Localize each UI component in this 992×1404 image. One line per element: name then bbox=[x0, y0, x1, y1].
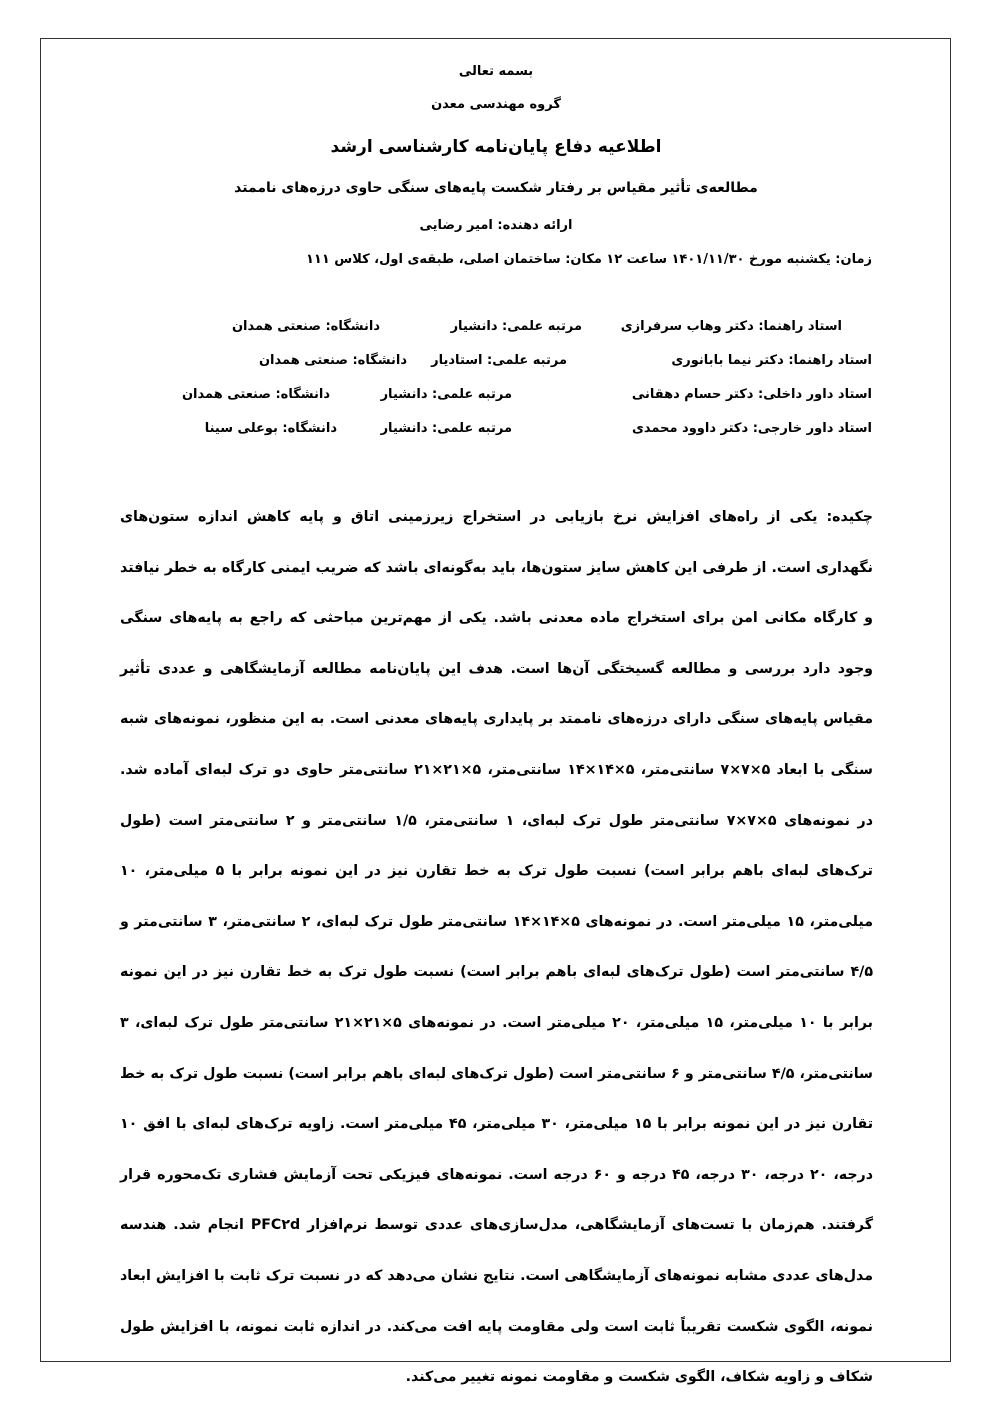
committee-rank: مرتبه علمی: دانشیار bbox=[380, 387, 512, 402]
committee-rank: مرتبه علمی: دانشیار bbox=[380, 421, 512, 436]
committee-rank: مرتبه علمی: دانشیار bbox=[450, 319, 582, 334]
committee-name: استاد داور داخلی: دکتر حسام دهقانی bbox=[631, 387, 872, 402]
defense-place: مکان: ساختمان اصلی، طبقه‌ی اول، کلاس ۱۱۱ bbox=[305, 252, 602, 267]
committee-university: دانشگاه: صنعتی همدان bbox=[181, 387, 330, 402]
committee-university: دانشگاه: صنعتی همدان bbox=[231, 319, 380, 334]
committee-rank: مرتبه علمی: استادیار bbox=[431, 353, 567, 368]
defense-time: زمان: یکشنبه مورخ ۱۴۰۱/۱۱/۳۰ ساعت ۱۲ bbox=[606, 252, 872, 267]
basmala: بسمه تعالی bbox=[458, 64, 534, 79]
committee-university: دانشگاه: بوعلی سینا bbox=[204, 421, 337, 436]
page-title: اطلاعیه دفاع پایان‌نامه کارشناسی ارشد bbox=[330, 137, 662, 157]
department: گروه مهندسی معدن bbox=[431, 97, 561, 112]
committee-university: دانشگاه: صنعتی همدان bbox=[258, 353, 407, 368]
thesis-title: مطالعه‌ی تأثیر مقیاس بر رفتار شکست پایه‌های سنگی حاوی درزه‌های ناممتد bbox=[234, 180, 758, 196]
abstract: چکیده: یکی از راه‌های افزایش نرخ بازیابی در استخراج زیرزمینی اتاق و پایه کاهش اندازه ستون‌های نگهداری است. از طرفی این کاهش سایز ستون‌ها، باید به‌گونه‌ای باشد که ضریب ایمنی کارگاه به خطر نیافتد و کارگاه مکانی امن برای استخراج ماده معدنی باشد. یکی از مهم‌ترین مباحثی که راجع به پایه‌های سنگی وجود دارد بررسی و مطالعه گسیختگی آن‌ها است. هدف این پایان‌نامه مطالعه آزمایشگاهی و عددی تأثیر مقیاس پایه‌های سنگی دارای درزه‌های ناممتد بر پایداری پایه‌های معدنی است. به این منظور، نمونه‌های شبه سنگی با ابعاد ۵×۷×۷ سانتی‌متر، ۵×۱۴×۱۴ سانتی‌متر، ۵×۲۱×۲۱ سانتی‌متر حاوی دو ترک لبه‌ای آماده شد. در نمونه‌های ۵×۷×۷ سانتی‌متر طول ترک لبه‌ای، ۱ سانتی‌متر، ۱/۵ سانتی‌متر و ۲ سانتی‌متر است (طول ترک‌های لبه‌ای باهم برابر است) نسبت طول ترک به خط تقارن نیز در این نمونه برابر با ۵ میلی‌متر، ۱۰ میلی‌متر، ۱۵ میلی‌متر است. در نمونه‌های ۵×۱۴×۱۴ سانتی‌متر طول ترک لبه‌ای، ۲ سانتی‌متر، ۳ سانتی‌متر و ۴/۵ سانتی‌متر است (طول ترک‌های لبه‌ای باهم برابر است) نسبت طول ترک به خط تقارن نیز در این نمونه برابر با ۱۰ میلی‌متر، ۱۵ میلی‌متر، ۲۰ میلی‌متر است. در نمونه‌های ۵×۲۱×۲۱ سانتی‌متر طول ترک لبه‌ای، ۳ سانتی‌متر، ۴/۵ سانتی‌متر و ۶ سانتی‌متر است (طول ترک‌های لبه‌ای باهم برابر است) نسبت طول ترک به خط تقارن نیز در این نمونه برابر با ۱۵ میلی‌متر، ۳۰ میلی‌متر، ۴۵ میلی‌متر است. زاویه ترک‌های لبه‌ای با افق ۱۰ درجه، ۲۰ درجه، ۳۰ درجه، ۴۵ درجه و ۶۰ درجه است. نمونه‌های فیزیکی تحت آزمایش فشاری تک‌محوره قرار گرفتند. هم‌زمان با تست‌های آزمایشگاهی، مدل‌سازی‌های عددی توسط نرم‌افزار PFC۲d انجام شد. هندسه مدل‌های عددی مشابه نمونه‌های آزمایشگاهی است. نتایج نشان می‌دهد که در نسبت ترک ثابت با افزایش ابعاد نمونه، الگوی شکست تقریباً ثابت است ولی مقاومت پایه افت می‌کند. در اندازه ثابت نمونه، با افزایش طول شکاف و زاویه شکاف، الگوی شکست و مقاومت نمونه تغییر می‌کند. bbox=[120, 509, 874, 1386]
committee-name: استاد راهنما: دکتر نیما بابانوری bbox=[671, 353, 872, 368]
committee-name: استاد داور خارجی: دکتر داوود محمدی bbox=[631, 421, 872, 436]
presenter: ارائه دهنده: امیر رضایی bbox=[419, 218, 573, 233]
committee-name: استاد راهنما: دکتر وهاب سرفرازی bbox=[620, 319, 842, 334]
